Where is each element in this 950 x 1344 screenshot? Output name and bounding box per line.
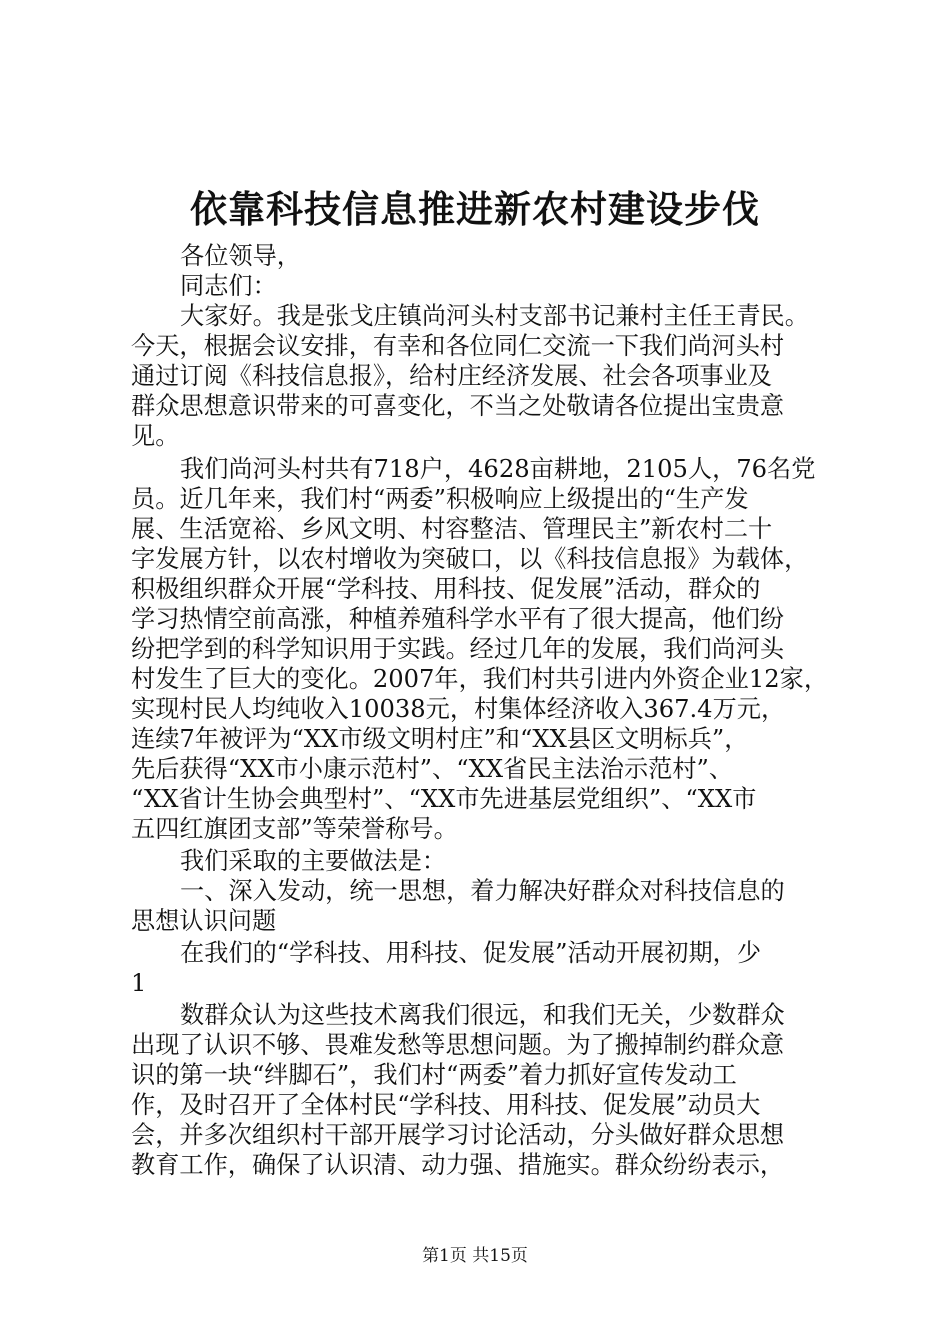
text-line: 展、生活宽裕、乡风文明、村容整洁、管理民主”新农村二十 [131,515,773,543]
text-line: 积极组织群众开展“学科技、用科技、促发展”活动，群众的 [131,575,761,603]
text-line: 我们采取的主要做法是： [180,847,447,875]
text-line: “XX省计生协会典型村”、“XX市先进基层党组织”、“XX市 [131,785,757,813]
text-line: 识的第一块“绊脚石”，我们村“两委”着力抓好宣传发动工 [131,1061,737,1089]
text-line: 教育工作，确保了认识清、动力强、措施实。群众纷纷表示， [131,1151,785,1179]
text-line: 群众思想意识带来的可喜变化，不当之处敬请各位提出宝贵意 [131,392,785,420]
text-line: 在我们的“学科技、用科技、促发展”活动开展初期，少 [180,939,762,967]
text-line: 连续7年被评为“XX市级文明村庄”和“XX县区文明标兵”， [131,725,749,753]
text-line: 学习热情空前高涨，种植养殖科学水平有了很大提高，他们纷 [131,605,785,633]
text-line: 纷把学到的科学知识用于实践。经过几年的发展，我们尚河头 [131,635,785,663]
text-line: 会，并多次组织村干部开展学习讨论活动，分头做好群众思想 [131,1121,785,1149]
text-line: 员。近几年来，我们村“两委”积极响应上级提出的“生产发 [131,485,749,513]
text-line: 通过订阅《科技信息报》，给村庄经济发展、社会各项事业及 [131,362,772,390]
document-title: 依靠科技信息推进新农村建设步伐 [190,187,760,231]
text-line: 1 [131,969,147,997]
text-line: 同志们： [180,272,277,300]
text-line: 今天，根据会议安排，有幸和各位同仁交流一下我们尚河头村 [131,332,785,360]
text-line: 字发展方针，以农村增收为突破口，以《科技信息报》为载体， [131,545,809,573]
text-line: 先后获得“XX市小康示范村”、“XX省民主法治示范村”、 [131,755,734,783]
text-line: 各位领导， [180,242,301,270]
text-line: 出现了认识不够、畏难发愁等思想问题。为了搬掉制约群众意 [131,1031,785,1059]
text-line: 见。 [131,422,180,450]
text-line: 实现村民人均纯收入10038元，村集体经济收入367.4万元， [131,695,786,723]
text-line: 大家好。我是张戈庄镇尚河头村支部书记兼村主任王青民。 [180,302,809,330]
text-line: 数群众认为这些技术离我们很远，和我们无关，少数群众 [180,1001,785,1029]
text-line: 作，及时召开了全体村民“学科技、用科技、促发展”动员大 [131,1091,761,1119]
text-line: 思想认识问题 [131,907,277,935]
text-line: 我们尚河头村共有718户，4628亩耕地，2105人，76名党 [180,455,816,483]
text-line: 村发生了巨大的变化。2007年，我们村共引进内外资企业12家， [131,665,829,693]
text-line: 五四红旗团支部”等荣誉称号。 [131,815,458,843]
page-number: 第1页 共15页 [422,1246,528,1266]
text-line: 一、深入发动，统一思想，着力解决好群众对科技信息的 [180,877,785,905]
